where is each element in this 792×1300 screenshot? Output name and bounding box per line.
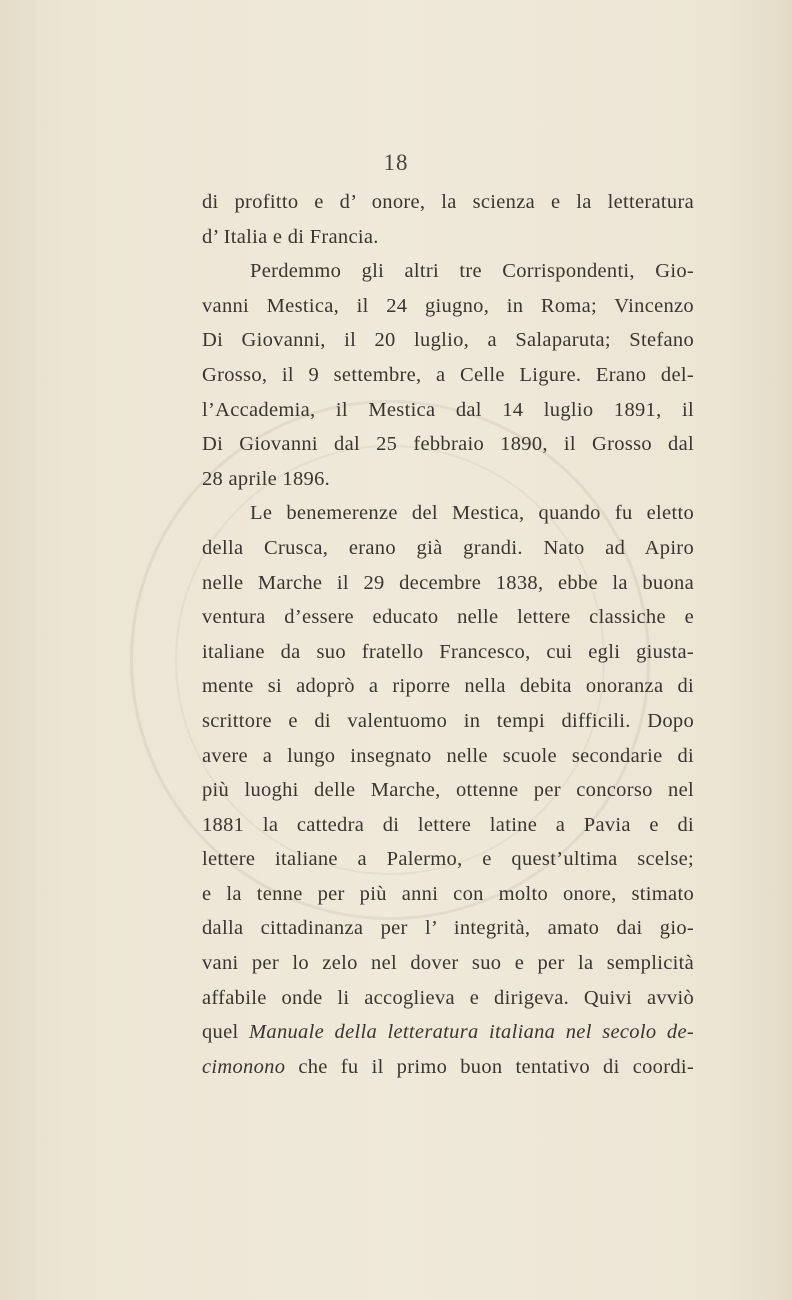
text-line: vanni Mestica, il 24 giugno, in Roma; Vincenzo: [202, 294, 694, 317]
text-line: vani per lo zelo nel dover suo e per la semplicità: [202, 952, 694, 975]
text-line: nelle Marche il 29 decembre 1838, ebbe la buona: [202, 571, 694, 594]
page-number: 18: [383, 150, 409, 175]
text-line: della Crusca, erano già grandi. Nato ad Apiro: [202, 536, 694, 559]
text-line: dalla cittadinanza per l’ integrità, amato dai gio-: [202, 917, 694, 940]
text-line: 28 aprile 1896.: [202, 467, 331, 490]
text-line: lettere italiane a Palermo, e quest’ultima scelse;: [202, 848, 694, 871]
text-run: quel: [202, 1021, 250, 1044]
text-run: che fu il primo buon tentativo di coordi-: [285, 1055, 694, 1078]
text-line: d’ Italia e di Francia.: [202, 225, 379, 248]
text-line: 1881 la cattedra di lettere latine a Pavia e di: [202, 813, 694, 836]
text-line-mixed: [202, 1015, 694, 1050]
text-line: e la tenne per più anni con molto onore, stimato: [202, 882, 694, 905]
text-line: Le benemerenze del Mestica, quando fu eletto: [250, 502, 694, 525]
text-line: di profitto e d’ onore, la scienza e la letteratura: [202, 191, 694, 213]
text-line: italiane da suo fratello Francesco, cui egli giusta-: [202, 640, 694, 663]
text-line-mixed: [202, 1050, 694, 1085]
italic-title: Manuale della letteratura italiana nel secolo de-: [249, 1021, 695, 1044]
text-line: ventura d’essere educato nelle lettere classiche e: [202, 606, 694, 629]
text-line: avere a lungo insegnato nelle scuole secondarie di: [202, 744, 694, 767]
text-line: Perdemmo gli altri tre Corrispondenti, Gio-: [250, 260, 694, 283]
italic-title: cimonono: [202, 1055, 286, 1078]
text-line: mente si adoprò a riporre nella debita onoranza di: [202, 675, 694, 698]
text-line: l’Accademia, il Mestica dal 14 luglio 1891, il: [202, 398, 694, 421]
text-line: Di Giovanni dal 25 febbraio 1890, il Grosso dal: [202, 433, 694, 456]
text-line: più luoghi delle Marche, ottenne per concorso nel: [202, 779, 694, 802]
body-text: [202, 185, 694, 1084]
text-line: scrittore e di valentuomo in tempi difficili. Dopo: [202, 709, 694, 732]
text-line: Di Giovanni, il 20 luglio, a Salaparuta; Stefano: [202, 329, 694, 352]
text-line: affabile onde li accoglieva e dirigeva. Quivi avviò: [202, 986, 694, 1009]
text-line: Grosso, il 9 settembre, a Celle Ligure. Erano del-: [202, 363, 694, 386]
